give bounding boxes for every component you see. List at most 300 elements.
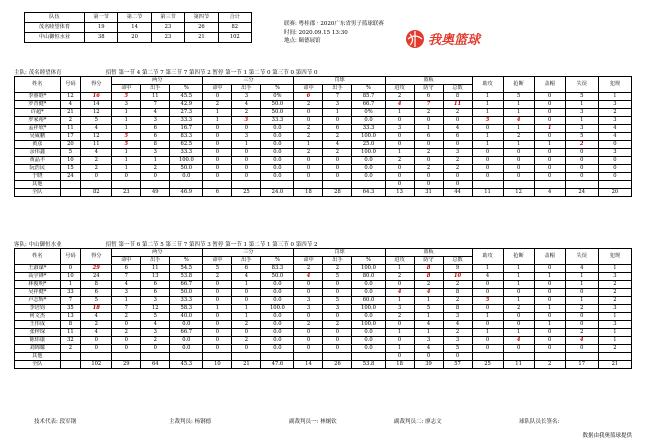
stat-cell: 0 (472, 305, 503, 313)
stat-cell: 0 (472, 321, 503, 329)
away-team-line (14, 240, 317, 248)
stat-cell: 49 (141, 189, 170, 197)
stat-cell: 64.3 (352, 189, 385, 197)
stat-cell (60, 189, 81, 197)
stat-cell: 0 (443, 141, 472, 149)
score-cell: 38 (85, 33, 118, 43)
stat-cell: 1 (232, 141, 261, 149)
match-venue: 地点: 颐德展馆 (284, 38, 321, 44)
stats-header-cell: 命中 (294, 257, 323, 265)
stat-cell: 100.0 (352, 321, 385, 329)
stat-cell: 3 (598, 101, 631, 109)
stat-cell: 4 (385, 101, 414, 109)
stat-cell: 50.0 (261, 273, 294, 281)
stat-cell: 0 (232, 289, 261, 297)
stat-cell: 100.0 (170, 157, 203, 165)
stat-cell: 0.0 (352, 313, 385, 321)
stat-cell: 0 (203, 157, 232, 165)
stat-cell: 3 (598, 273, 631, 281)
stat-cell: 0 (203, 345, 232, 353)
stat-cell: 33.3 (170, 297, 203, 305)
stat-cell: 0 (203, 133, 232, 141)
stat-cell: 12 (141, 305, 170, 313)
stat-cell: 0 (203, 281, 232, 289)
stats-header-cell: % (352, 85, 385, 93)
stat-cell: 1 (112, 109, 141, 117)
stat-cell: 0 (503, 345, 534, 353)
stat-cell: 0.0 (261, 173, 294, 181)
stat-cell: 2 (443, 329, 472, 337)
stat-cell: 0 (323, 313, 352, 321)
player-name: 阮浩民 (15, 165, 61, 173)
stat-cell: 1 (472, 141, 503, 149)
stat-cell: 1 (598, 337, 631, 345)
stat-cell: 3 (443, 149, 472, 157)
stat-cell (472, 353, 503, 361)
stat-cell: 0 (503, 173, 534, 181)
stat-cell: 0.0 (170, 173, 203, 181)
stat-cell (294, 181, 323, 189)
stat-cell: 29 (81, 265, 112, 273)
stat-cell: 2 (60, 345, 81, 353)
stat-cell: 0 (534, 345, 565, 353)
stat-cell: 4 (141, 321, 170, 329)
stat-cell (60, 353, 81, 361)
stat-cell: 1 (414, 329, 443, 337)
stat-cell: 0 (534, 109, 565, 117)
player-name: 陈炜康 (15, 337, 61, 345)
stat-cell: 0 (232, 165, 261, 173)
stat-cell: 47.6 (261, 361, 294, 369)
stat-cell: 33.3 (170, 117, 203, 125)
stats-header-cell: 三分 (203, 249, 294, 257)
stat-cell: 0 (534, 93, 565, 101)
stat-cell: 24.0 (261, 189, 294, 197)
stat-cell: 8 (141, 141, 170, 149)
stats-header-cell: 罚球 (294, 249, 385, 257)
stat-cell: 0 (232, 345, 261, 353)
stat-cell: 0 (534, 157, 565, 165)
stat-cell: 24 (60, 173, 81, 181)
stat-cell (170, 353, 203, 361)
stat-cell: 1 (232, 281, 261, 289)
stat-cell: 0.0 (261, 329, 294, 337)
stat-cell: 45.5 (170, 93, 203, 101)
stat-cell: 0.0 (352, 337, 385, 345)
stat-cell: 0 (294, 329, 323, 337)
stat-cell: 7 (112, 305, 141, 313)
stat-cell: 1 (232, 305, 261, 313)
stat-cell: 5 (503, 93, 534, 101)
stat-cell: 3 (385, 125, 414, 133)
stat-cell: 0 (385, 117, 414, 125)
stat-cell: 1 (112, 157, 141, 165)
stat-cell: 100.0 (261, 305, 294, 313)
stat-cell: 0.0 (261, 313, 294, 321)
score-cell: 23 (151, 33, 184, 43)
stat-cell: 27.3 (170, 109, 203, 117)
stat-cell: 0 (141, 173, 170, 181)
stat-cell: 32 (60, 337, 81, 345)
stat-cell: 2 (414, 281, 443, 289)
stat-cell: 14 (81, 101, 112, 109)
stat-cell: 0 (294, 173, 323, 181)
stat-cell (503, 181, 534, 189)
stat-cell: 4 (323, 141, 352, 149)
stat-cell: 2 (598, 297, 631, 305)
stat-cell: 4 (112, 281, 141, 289)
stat-cell: 1 (203, 305, 232, 313)
stat-cell: 2 (112, 329, 141, 337)
stat-cell: 0 (385, 181, 414, 189)
stat-cell: 6 (141, 289, 170, 297)
stats-header-cell: 号码 (60, 77, 81, 93)
stat-cell: 11 (81, 141, 112, 149)
stat-cell: 0 (385, 321, 414, 329)
away-timeouts: 招暂 第一节 6 第二节 5 第三节 7 第四节 3 暂停 第一节 1 第二节 1 第三节 0 第四节 2 (105, 242, 318, 248)
player-name: 刘锦耀 (15, 345, 61, 353)
stat-cell: 0.0 (170, 337, 203, 345)
stats-header-cell: 抢断 (503, 249, 534, 265)
stat-cell: 6 (203, 189, 232, 197)
stat-cell: 46.9 (170, 189, 203, 197)
stat-cell (534, 181, 565, 189)
stat-cell: 0 (385, 337, 414, 345)
stat-cell: 0 (323, 165, 352, 173)
stat-cell: 64 (141, 361, 170, 369)
stats-header-cell: 姓名 (15, 249, 61, 265)
stat-cell: 3 (598, 117, 631, 125)
stat-cell: 1 (60, 281, 81, 289)
player-row (15, 281, 632, 289)
stat-cell: 0 (203, 329, 232, 337)
stat-cell: 2 (141, 165, 170, 173)
stat-cell: 2 (414, 165, 443, 173)
stat-cell: 0.0 (352, 165, 385, 173)
stat-cell: 0.0 (352, 157, 385, 165)
stat-cell: 4 (232, 273, 261, 281)
player-row (15, 101, 632, 109)
stat-cell: 0 (203, 313, 232, 321)
stat-cell: 6 (443, 133, 472, 141)
stat-cell (232, 353, 261, 361)
stats-header-cell: 失误 (565, 249, 598, 265)
stats-header-cell: 出手 (141, 257, 170, 265)
stat-cell: 2 (294, 125, 323, 133)
stats-header-cell: 抢断 (503, 77, 534, 93)
stat-cell: 0.0 (261, 165, 294, 173)
stat-cell: 33.3 (261, 117, 294, 125)
stat-cell: 0 (598, 157, 631, 165)
stat-cell: 2 (323, 133, 352, 141)
stat-cell (170, 181, 203, 189)
stat-cell: 6 (294, 93, 323, 101)
stat-cell: 1 (203, 109, 232, 117)
stat-cell: 0 (472, 281, 503, 289)
stat-cell: 3 (112, 101, 141, 109)
stat-cell: 0 (534, 313, 565, 321)
stat-cell: 1 (112, 117, 141, 125)
stat-cell: 33.3 (170, 149, 203, 157)
stat-cell: 4 (565, 337, 598, 345)
stat-cell: 0.0 (261, 297, 294, 305)
stat-cell: 1 (534, 141, 565, 149)
home-team-line (14, 68, 317, 76)
quarter-score-table (24, 12, 252, 43)
stat-cell: 3 (565, 125, 598, 133)
score-header-cell: 合计 (218, 13, 251, 23)
score-header-cell: 队伍 (25, 13, 85, 23)
stat-cell: 13 (60, 313, 81, 321)
player-row (15, 289, 632, 297)
stat-cell: 1 (598, 329, 631, 337)
stat-cell: 3 (598, 149, 631, 157)
stat-cell: 1 (472, 101, 503, 109)
stat-cell: 1 (565, 117, 598, 125)
stats-header-cell: 命中 (112, 85, 141, 93)
stat-cell: 0 (385, 133, 414, 141)
stat-cell: 2 (323, 321, 352, 329)
stats-header-cell: % (261, 85, 294, 93)
stat-cell: 3 (565, 109, 598, 117)
stat-cell: 1 (414, 125, 443, 133)
stat-cell: 31 (414, 189, 443, 197)
stat-cell: 1 (598, 265, 631, 273)
stat-cell: 5 (323, 297, 352, 305)
stat-cell: 1 (534, 125, 565, 133)
player-row (15, 109, 632, 117)
stat-cell: 4 (503, 337, 534, 345)
stat-cell: 0.0 (352, 329, 385, 337)
stat-cell: 21 (598, 361, 631, 369)
stat-cell: 1 (385, 345, 414, 353)
stats-header-cell: % (261, 257, 294, 265)
stat-cell: 0 (472, 345, 503, 353)
stat-cell: 0.0 (261, 125, 294, 133)
tech-rep: 技术代表: 段军钢 (34, 419, 77, 425)
stat-cell: 5 (472, 297, 503, 305)
stat-cell: 4 (414, 345, 443, 353)
stat-cell: 6 (414, 93, 443, 101)
stat-cell (261, 181, 294, 189)
stat-cell: 1 (414, 313, 443, 321)
player-name: 张梓琛 (15, 329, 61, 337)
stat-cell: 1 (534, 305, 565, 313)
stat-cell: 6 (414, 133, 443, 141)
stat-cell: 5 (112, 93, 141, 101)
stat-cell: 0 (472, 165, 503, 173)
stat-cell: 0 (203, 297, 232, 305)
stats-header-cell: 进攻 (385, 85, 414, 93)
stat-cell: 26 (323, 361, 352, 369)
stat-cell: 2 (503, 305, 534, 313)
stat-cell: 0% (352, 109, 385, 117)
stat-cell: 0 (598, 173, 631, 181)
player-row (15, 133, 632, 141)
stat-cell: 0 (323, 345, 352, 353)
score-header-cell: 第四节 (185, 13, 218, 23)
score-cell: 21 (185, 33, 218, 43)
stat-cell: 3 (232, 117, 261, 125)
stat-cell: 12 (60, 93, 81, 101)
stat-cell: 2 (81, 157, 112, 165)
player-name: 王淑谋* (15, 265, 61, 273)
stat-cell: 1 (112, 125, 141, 133)
player-name: 卢志辉* (15, 297, 61, 305)
stat-cell: 0 (414, 141, 443, 149)
stat-cell: 0 (232, 173, 261, 181)
stat-cell: 0 (534, 281, 565, 289)
stat-cell (472, 181, 503, 189)
stat-cell: 0 (323, 117, 352, 125)
stat-cell: 0.0 (261, 281, 294, 289)
player-name: 王伟成 (15, 321, 61, 329)
stat-cell: 2 (232, 321, 261, 329)
stat-cell: 11 (443, 101, 472, 109)
stat-cell: 50.0 (170, 165, 203, 173)
stat-cell: 1 (598, 93, 631, 101)
stat-cell: 4 (81, 313, 112, 321)
stat-cell: 2 (232, 109, 261, 117)
stat-cell: 0 (294, 337, 323, 345)
stat-cell: 1 (112, 297, 141, 305)
stat-cell: 0 (294, 157, 323, 165)
home-stats-table (14, 76, 632, 197)
player-row (15, 345, 632, 353)
stat-cell: 2 (534, 361, 565, 369)
stat-cell: 3 (323, 101, 352, 109)
stat-cell: 4 (232, 101, 261, 109)
stat-cell (294, 353, 323, 361)
stat-cell: 14 (294, 361, 323, 369)
stat-cell: 83.3 (170, 133, 203, 141)
stat-cell: 17 (60, 133, 81, 141)
stat-cell: 3 (112, 289, 141, 297)
stat-cell: 0 (294, 117, 323, 125)
stat-cell: 85.7 (352, 93, 385, 101)
match-time: 时间: 2020.09.15 13:30 (284, 29, 348, 36)
stat-cell: 1 (385, 149, 414, 157)
score-row (25, 23, 252, 33)
stat-cell: 0.0 (261, 289, 294, 297)
stat-cell (598, 353, 631, 361)
score-header-cell: 第二节 (118, 13, 151, 23)
stat-cell: 3 (323, 305, 352, 313)
stat-cell: 11 (141, 265, 170, 273)
score-cell: 茂名睦望体育 (25, 23, 85, 33)
player-row (15, 157, 632, 165)
stat-cell: 18 (385, 361, 414, 369)
stat-cell: 0.0 (261, 321, 294, 329)
stat-cell: 2 (81, 165, 112, 173)
stat-cell: 2 (141, 337, 170, 345)
stat-cell: 1 (112, 165, 141, 173)
stat-cell: 11 (472, 189, 503, 197)
stat-cell: 8 (414, 273, 443, 281)
stat-cell: 0 (232, 297, 261, 305)
stat-cell: 0.0 (261, 141, 294, 149)
stat-cell: 0 (534, 133, 565, 141)
player-name: 黄晶丰 (15, 157, 61, 165)
stats-header-cell: 命中 (294, 85, 323, 93)
stat-cell: 0 (414, 181, 443, 189)
stat-cell: 0 (385, 353, 414, 361)
stat-cell: 3 (598, 305, 631, 313)
player-row (15, 117, 632, 125)
stat-cell: 102 (81, 361, 112, 369)
stat-cell: 24 (565, 189, 598, 197)
stat-cell: 1 (203, 117, 232, 125)
stat-cell: 6 (81, 289, 112, 297)
stat-cell: 0 (323, 157, 352, 165)
umpire-one: 副裁判员一: 林炯钦 (289, 419, 337, 425)
player-name: 其他 (15, 353, 61, 361)
stat-cell: 0 (203, 321, 232, 329)
stat-cell: 0 (385, 141, 414, 149)
stat-cell: 4 (414, 289, 443, 297)
stats-header-cell: % (170, 257, 203, 265)
stat-cell: 100.0 (352, 305, 385, 313)
stat-cell: 1 (385, 329, 414, 337)
player-row (15, 141, 632, 149)
stats-header-cell: 总数 (443, 257, 472, 265)
stat-cell: 2 (443, 281, 472, 289)
stat-cell: 0% (261, 93, 294, 101)
stat-cell: 29 (112, 361, 141, 369)
stat-cell: 0 (534, 101, 565, 109)
stat-cell: 0 (385, 173, 414, 181)
stat-cell: 0 (565, 345, 598, 353)
stat-cell (323, 181, 352, 189)
stat-cell (323, 353, 352, 361)
stats-header-cell: 出手 (232, 257, 261, 265)
stat-cell: 1 (503, 125, 534, 133)
player-name: 全队 (15, 361, 61, 369)
stat-cell: 5 (565, 93, 598, 101)
score-cell: 20 (118, 33, 151, 43)
stat-cell: 4 (141, 109, 170, 117)
stats-header-cell: 助攻 (472, 77, 503, 93)
stat-cell: 0 (565, 321, 598, 329)
stat-cell: 4 (443, 321, 472, 329)
stat-cell: 40.0 (170, 313, 203, 321)
stat-cell: 4 (565, 265, 598, 273)
stat-cell: 1 (141, 157, 170, 165)
stats-header-cell: 命中 (203, 85, 232, 93)
stat-cell: 1 (503, 109, 534, 117)
stat-cell (534, 353, 565, 361)
home-team-label: 主队: 茂名睦望体育 (14, 70, 62, 76)
player-name: 孟祥欣* (15, 125, 61, 133)
player-name: 吴祥健* (15, 289, 61, 297)
player-name: 吴威鹏 (15, 133, 61, 141)
stat-cell: 0 (534, 265, 565, 273)
stat-cell: 0 (414, 157, 443, 165)
stat-cell: 2 (598, 281, 631, 289)
stat-cell: 0 (503, 321, 534, 329)
stat-cell: 0 (443, 181, 472, 189)
stat-cell: 0 (60, 265, 81, 273)
stat-cell: 1 (503, 329, 534, 337)
stat-cell: 1 (414, 297, 443, 305)
stat-cell: 0 (443, 117, 472, 125)
stat-cell: 3 (294, 297, 323, 305)
stat-cell: 3 (141, 329, 170, 337)
stat-cell: 3 (232, 93, 261, 101)
stat-cell: 66.7 (352, 101, 385, 109)
stat-cell: 62.5 (170, 141, 203, 149)
player-row (15, 313, 632, 321)
